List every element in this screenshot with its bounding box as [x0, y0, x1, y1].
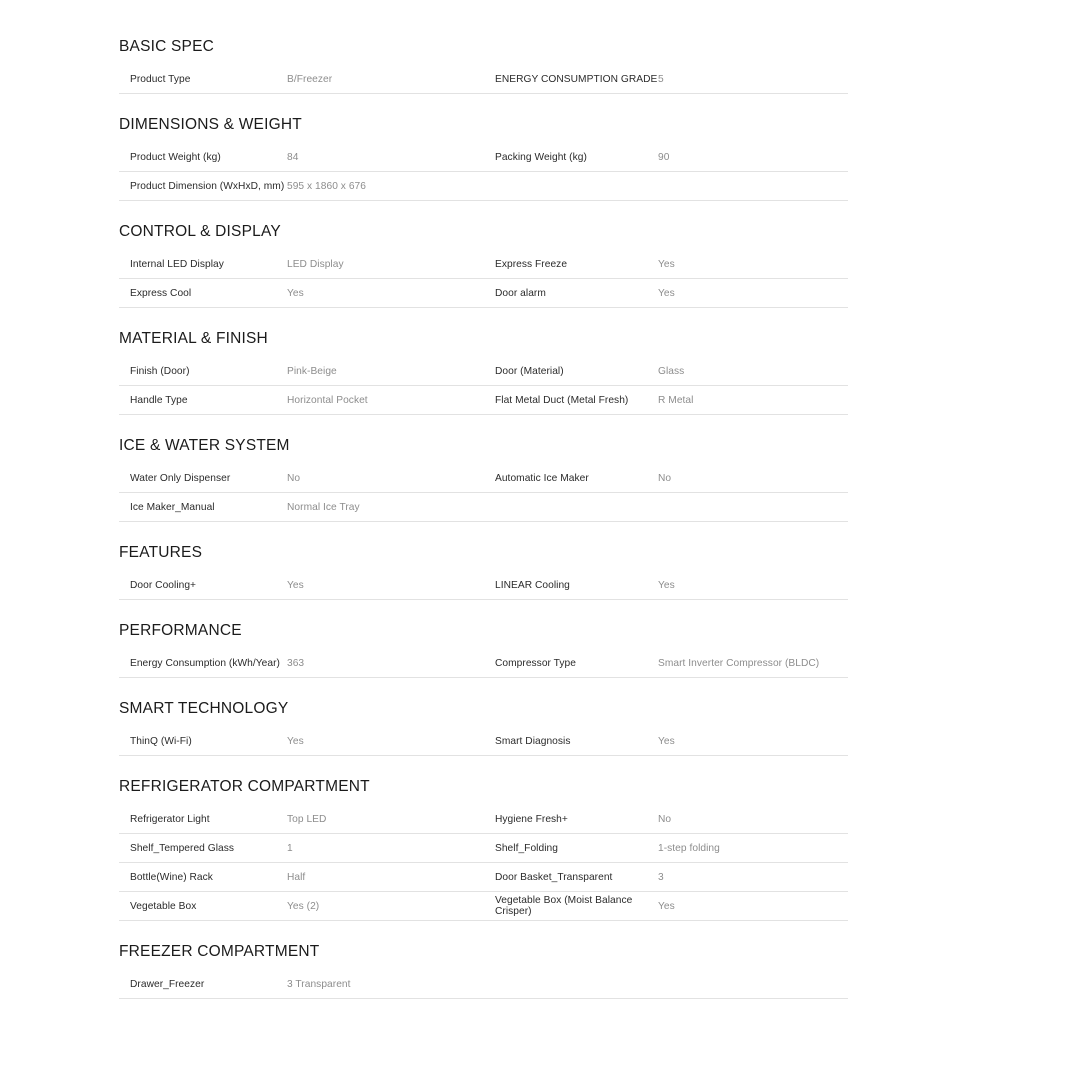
spec-value: R Metal: [658, 394, 694, 406]
spec-label: [495, 970, 658, 998]
spec-table: [119, 250, 848, 308]
spec-section: [119, 94, 848, 201]
table-row: [119, 493, 848, 522]
table-row: [119, 805, 848, 834]
spec-section: [119, 921, 848, 999]
spec-section: [119, 415, 848, 522]
spec-section: [119, 756, 848, 921]
spec-table: [119, 143, 848, 201]
spec-label: Door Cooling+: [130, 579, 197, 591]
spec-label: Water Only Dispenser: [130, 472, 231, 484]
spec-label: Express Freeze: [495, 258, 568, 270]
spec-value: Glass: [658, 365, 685, 377]
spec-value: Yes: [287, 579, 304, 591]
spec-section: [119, 600, 848, 678]
spec-label: Smart Diagnosis: [495, 735, 571, 747]
spec-value: Yes: [658, 900, 675, 912]
spec-section: [119, 308, 848, 415]
spec-value: Top LED: [287, 813, 327, 825]
spec-value: Yes: [287, 287, 304, 299]
spec-value: B/Freezer: [287, 73, 333, 85]
spec-value: [658, 970, 848, 998]
spec-table: [119, 649, 848, 678]
spec-section: [119, 201, 848, 308]
spec-label: Flat Metal Duct (Metal Fresh): [495, 394, 629, 406]
spec-label: Shelf_Folding: [495, 842, 558, 854]
spec-label: Shelf_Tempered Glass: [130, 842, 235, 854]
spec-table: [119, 727, 848, 756]
spec-table: [119, 464, 848, 522]
spec-value: Normal Ice Tray: [287, 501, 360, 513]
spec-label: Product Dimension (WxHxD, mm): [130, 180, 285, 192]
table-row: [119, 727, 848, 756]
table-row: [119, 65, 848, 94]
section-title: ICE & WATER SYSTEM: [119, 437, 290, 454]
spec-label: Energy Consumption (kWh/Year): [130, 657, 280, 669]
table-row: [119, 250, 848, 279]
section-title: REFRIGERATOR COMPARTMENT: [119, 778, 370, 795]
spec-table: [119, 65, 848, 94]
spec-table: [119, 970, 848, 999]
table-row: [119, 143, 848, 172]
spec-value: 595 x 1860 x 676: [287, 180, 366, 192]
section-title: MATERIAL & FINISH: [119, 330, 268, 347]
spec-value: Smart Inverter Compressor (BLDC): [658, 657, 820, 669]
spec-value: Yes (2): [287, 900, 320, 912]
spec-value: No: [287, 472, 301, 484]
spec-value: Yes: [287, 735, 304, 747]
spec-label: [495, 493, 658, 521]
spec-value: Yes: [658, 287, 675, 299]
spec-label: Express Cool: [130, 287, 192, 299]
section-title: BASIC SPEC: [119, 38, 215, 55]
spec-table: [119, 805, 848, 921]
spec-value: Horizontal Pocket: [287, 394, 368, 406]
section-title: FREEZER COMPARTMENT: [119, 943, 320, 960]
spec-table: [119, 571, 848, 600]
table-row: [119, 970, 848, 999]
spec-label: Compressor Type: [495, 657, 576, 669]
spec-table: [119, 357, 848, 415]
spec-value: [658, 493, 848, 521]
spec-value: Pink-Beige: [287, 365, 337, 377]
spec-value: 5: [658, 73, 664, 85]
spec-value: Yes: [658, 735, 675, 747]
spec-value: No: [658, 813, 672, 825]
table-row: [119, 834, 848, 863]
spec-label: Packing Weight (kg): [495, 151, 587, 163]
section-title: PERFORMANCE: [119, 622, 242, 639]
spec-label: Door (Material): [495, 365, 564, 377]
spec-section: [119, 522, 848, 600]
spec-label: Refrigerator Light: [130, 813, 210, 825]
spec-label: Finish (Door): [130, 365, 190, 377]
spec-label: Ice Maker_Manual: [130, 501, 215, 513]
spec-label: Handle Type: [130, 394, 188, 406]
table-row: [119, 464, 848, 493]
spec-label: Product Weight (kg): [130, 151, 221, 163]
table-row: [119, 649, 848, 678]
spec-label: Automatic Ice Maker: [495, 472, 589, 484]
spec-value: No: [658, 472, 672, 484]
spec-value: [658, 172, 848, 200]
spec-value: 90: [658, 151, 670, 163]
spec-section: [119, 38, 848, 94]
spec-label: Door alarm: [495, 287, 546, 299]
spec-section: [119, 678, 848, 756]
spec-label: ENERGY CONSUMPTION GRADE: [495, 73, 658, 85]
spec-value: Yes: [658, 579, 675, 591]
spec-value: 1: [287, 842, 293, 854]
spec-label: Vegetable Box (Moist Balance Crisper): [495, 895, 633, 917]
spec-label: Drawer_Freezer: [130, 978, 205, 990]
spec-label: Bottle(Wine) Rack: [130, 871, 213, 883]
section-title: SMART TECHNOLOGY: [119, 700, 289, 717]
spec-label: Vegetable Box: [130, 900, 197, 912]
table-row: [119, 892, 848, 921]
table-row: [119, 863, 848, 892]
spec-label: LINEAR Cooling: [495, 579, 570, 591]
spec-value: LED Display: [287, 258, 344, 270]
spec-value: Half: [287, 871, 306, 883]
spec-value: 3 Transparent: [287, 978, 351, 990]
spec-label: Door Basket_Transparent: [495, 871, 613, 883]
table-row: [119, 172, 848, 201]
spec-label: Product Type: [130, 73, 191, 85]
table-row: [119, 279, 848, 308]
spec-value: Yes: [658, 258, 675, 270]
spec-value: 3: [658, 871, 664, 883]
section-title: CONTROL & DISPLAY: [119, 223, 281, 240]
spec-value: 1-step folding: [658, 842, 720, 854]
spec-value: 84: [287, 151, 299, 163]
section-title: FEATURES: [119, 544, 203, 561]
spec-label: [495, 172, 658, 200]
section-title: DIMENSIONS & WEIGHT: [119, 116, 302, 133]
table-row: [119, 571, 848, 600]
spec-value: 363: [287, 657, 305, 669]
table-row: [119, 386, 848, 415]
spec-label: Hygiene Fresh+: [495, 813, 568, 825]
spec-label: ThinQ (Wi-Fi): [130, 735, 192, 747]
spec-label: Internal LED Display: [130, 258, 224, 270]
table-row: [119, 357, 848, 386]
